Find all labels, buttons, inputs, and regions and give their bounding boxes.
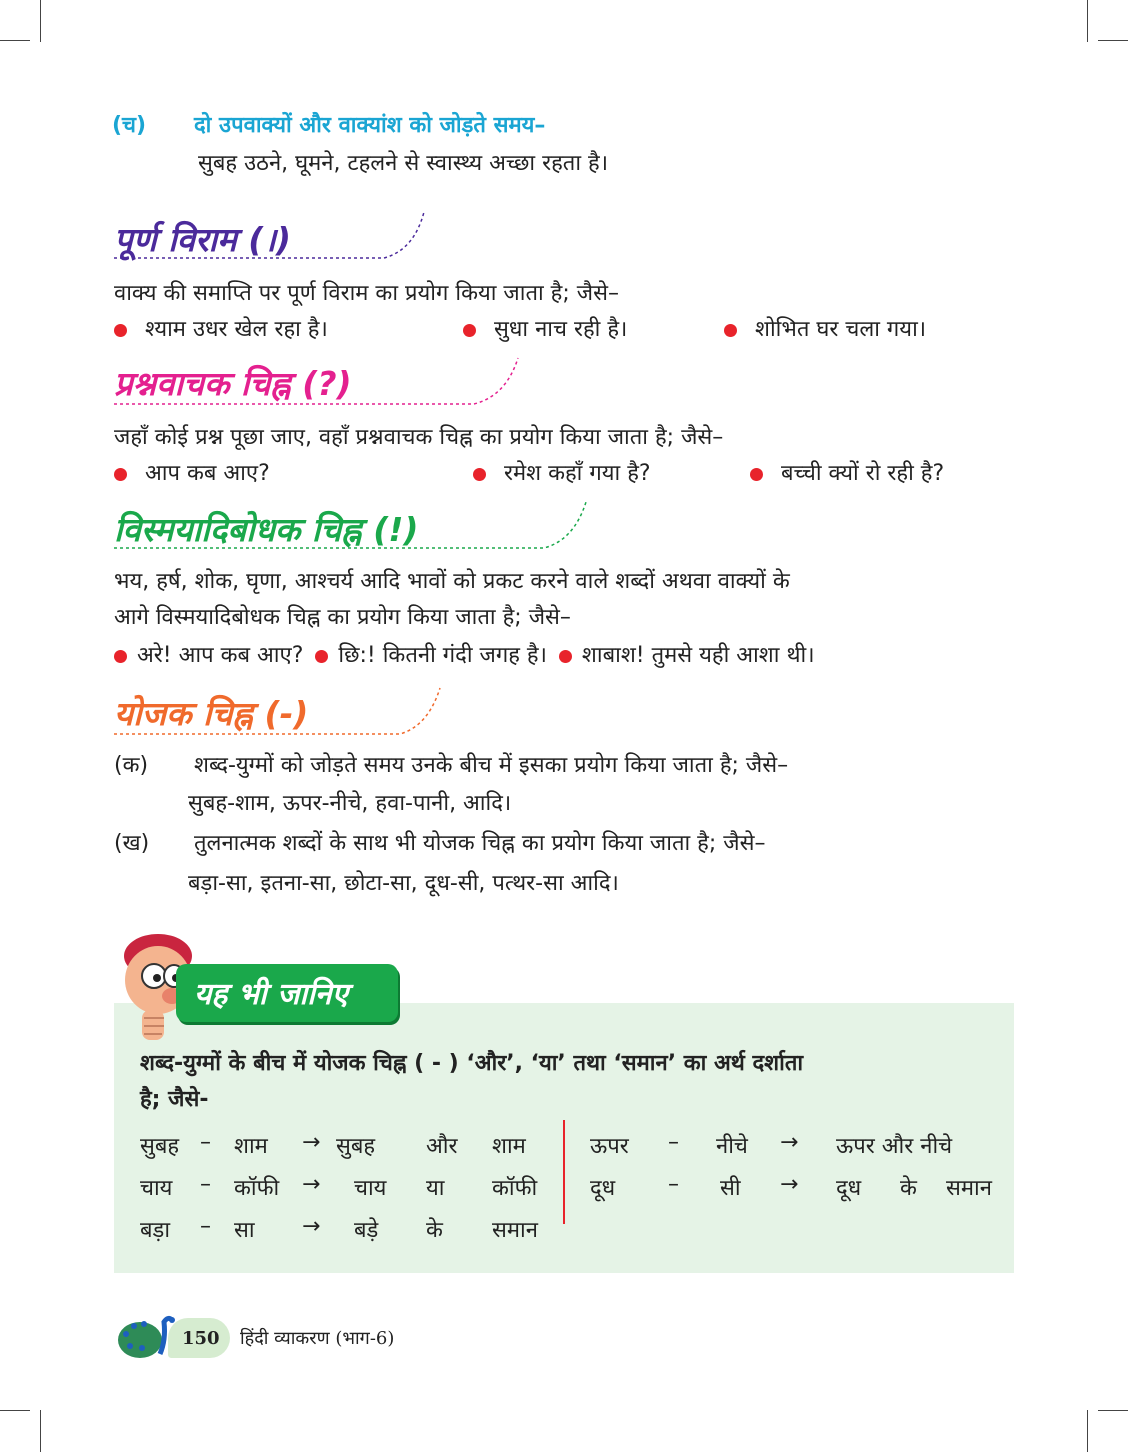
crop-mark [1087,0,1088,42]
table-cell: – [200,1172,211,1197]
heading-underline [114,210,434,266]
table-cell: सी [720,1176,741,1201]
bullet-icon [724,324,737,337]
bullet-icon [114,650,127,663]
bullet-icon [463,324,476,337]
heading-vismayadi: विस्मयादिबोधक चिह्न (!) [114,510,419,549]
table-cell: चाय [354,1176,387,1201]
example-item: आप कब आए? [145,461,270,486]
table-cell: बड़े [354,1218,379,1243]
bullet-icon [750,468,763,481]
table-cell: कॉफी [492,1176,538,1201]
book-title: हिंदी व्याकरण (भाग-6) [240,1328,395,1349]
vismayadi-desc-line2: आगे विस्मयादिबोधक चिह्न का प्रयोग किया जाता है; जैसे– [114,605,571,630]
table-cell: → [302,1130,321,1155]
example-item: श्याम उधर खेल रहा है। [145,317,328,342]
table-cell: दूध [590,1176,616,1201]
table-cell: नीचे [716,1134,748,1159]
section-ch-heading: दो उपवाक्यों और वाक्यांश को जोड़ते समय– [194,113,546,138]
table-cell: दूध [836,1176,862,1201]
table-cell: → [780,1172,799,1197]
heading-underline [114,686,454,742]
table-cell: शाम [492,1134,526,1159]
table-cell: सा [234,1218,255,1243]
crop-mark [0,1410,30,1411]
table-cell: शाम [234,1134,268,1159]
section-ch-example: सुबह उठने, घूमने, टहलने से स्वास्थ्य अच्छा रहता है। [198,151,609,176]
table-cell: या [426,1176,445,1201]
info-text-line1: शब्द-युग्मों के बीच में योजक चिह्न ( - ) ‘और’, ‘या’ तथा ‘समान’ का अर्थ दर्शाता [140,1051,804,1076]
prashnavachak-desc: जहाँ कोई प्रश्न पूछा जाए, वहाँ प्रश्नवाचक चिह्न का प्रयोग किया जाता है; जैसे– [114,425,724,450]
table-cell: और [426,1134,458,1159]
heading-yojak: योजक चिह्न (-) [114,694,309,733]
prashnavachak-examples [114,460,1004,489]
example-item: शाबाश! तुमसे यही आशा थी। [581,643,815,668]
table-cell: ऊपर और नीचे [836,1134,953,1159]
table-cell: बड़ा [140,1218,171,1243]
crop-mark [1098,1410,1128,1411]
table-cell: – [200,1130,211,1155]
heading-prashnavachak: प्रश्नवाचक चिह्न (?) [114,364,352,403]
crop-mark [40,0,41,42]
peacock-icon [116,1310,180,1362]
table-cell: सुबह [336,1134,376,1159]
example-item: अरे! आप कब आए? [137,643,304,668]
table-cell: के [426,1218,443,1243]
yojak-item-text: शब्द-युग्मों को जोड़ते समय उनके बीच में इसका प्रयोग किया जाता है; जैसे– [194,753,789,778]
bullet-icon [315,650,328,663]
yojak-item-example: बड़ा-सा, इतना-सा, छोटा-सा, दूध-सी, पत्थर-सा आदि। [188,871,619,896]
page-number: 150 [182,1328,220,1349]
table-cell: कॉफी [234,1176,280,1201]
heading-underline [114,500,594,556]
table-cell: → [302,1214,321,1239]
yojak-item-marker: (ख) [114,831,150,856]
crop-mark [40,1410,41,1452]
example-item: बच्ची क्यों रो रही है? [781,461,945,486]
bullet-icon [559,650,572,663]
table-cell: – [200,1214,211,1239]
table-cell: समान [946,1176,992,1201]
example-item: छि:! कितनी गंदी जगह है। [338,643,547,668]
purna-viram-examples [114,316,1004,345]
heading-purna-viram: पूर्ण विराम (।) [114,220,291,259]
info-text-line2: है; जैसे- [140,1087,209,1112]
crop-mark [1098,40,1128,41]
table-cell: – [668,1172,679,1197]
info-tag-label: यह भी जानिए [194,977,349,1012]
table-cell: चाय [140,1176,173,1201]
purna-viram-desc: वाक्य की समाप्ति पर पूर्ण विराम का प्रयोग किया जाता है; जैसे– [114,281,619,306]
heading-underline [114,356,534,412]
vismayadi-desc-line1: भय, हर्ष, शोक, घृणा, आश्चर्य आदि भावों को प्रकट करने वाले शब्दों अथवा वाक्यों के [114,569,790,594]
table-cell: ऊपर [590,1134,629,1159]
bullet-icon [473,468,486,481]
yojak-item-marker: (क) [114,753,149,778]
bullet-icon [114,468,127,481]
bullet-icon [114,324,127,337]
yojak-item-text: तुलनात्मक शब्दों के साथ भी योजक चिह्न का प्रयोग किया जाता है; जैसे– [194,831,766,856]
table-cell: के [900,1176,917,1201]
example-item: रमेश कहाँ गया है? [504,461,651,486]
table-cell: → [780,1130,799,1155]
table-cell: सुबह [140,1134,180,1159]
info-tag [176,964,398,1022]
section-ch-marker: (च) [112,113,147,138]
crop-mark [0,40,30,41]
crop-mark [1087,1410,1088,1452]
vismayadi-examples [114,642,1014,671]
table-cell: → [302,1172,321,1197]
table-cell: – [668,1130,679,1155]
table-divider [563,1120,565,1224]
yojak-item-example: सुबह-शाम, ऊपर-नीचे, हवा-पानी, आदि। [188,791,512,816]
example-item: शोभित घर चला गया। [755,317,927,342]
table-cell: समान [492,1218,538,1243]
example-item: सुधा नाच रही है। [494,317,628,342]
